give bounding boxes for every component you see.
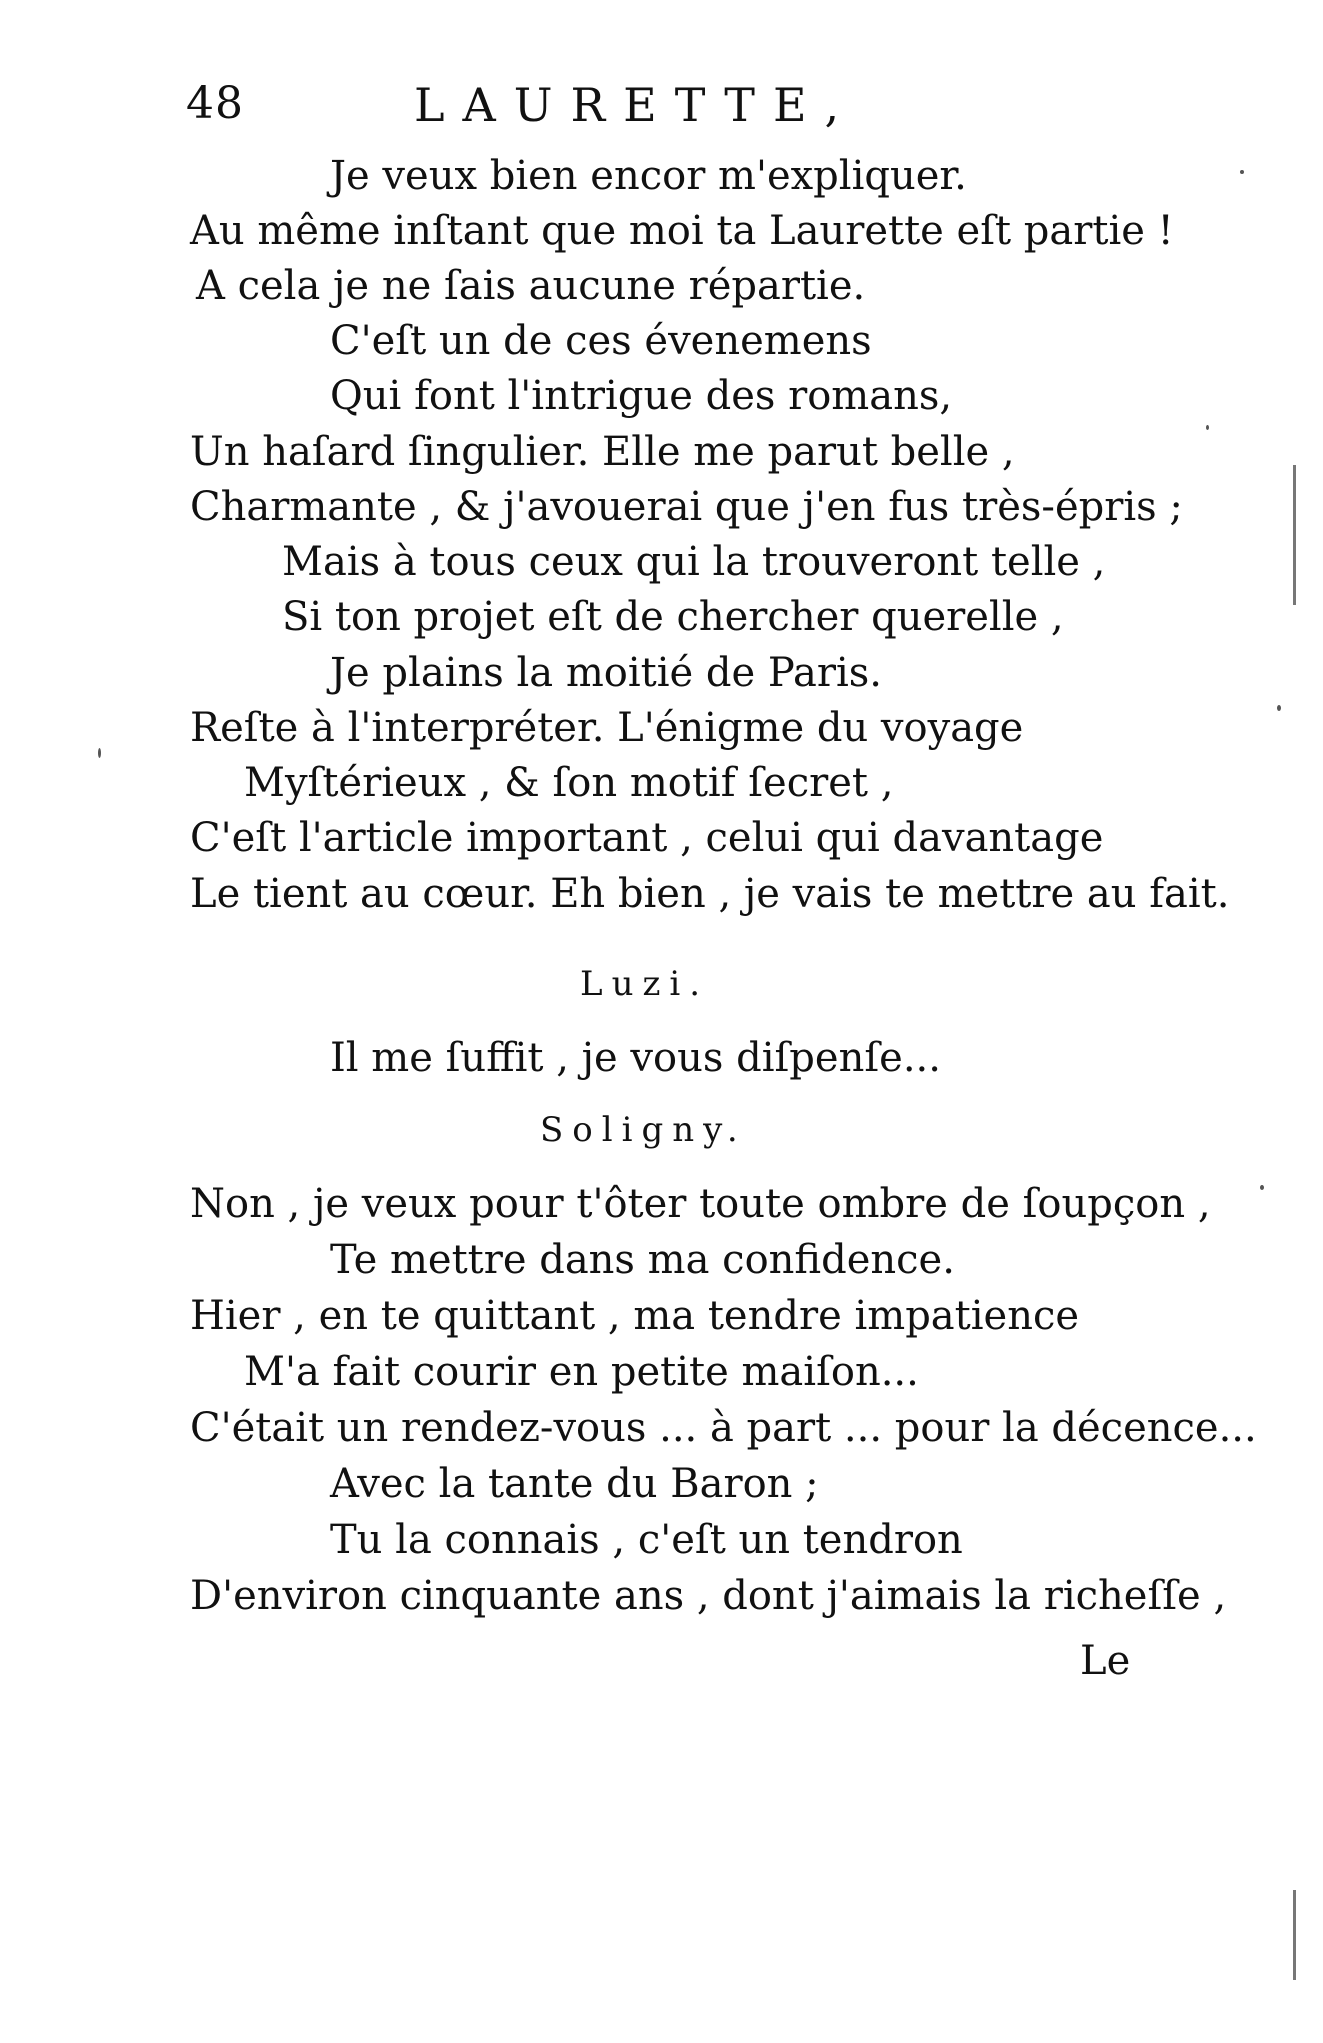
scan-speck <box>1277 705 1281 711</box>
verse-line: Te mettre dans ma confidence. <box>330 1237 955 1283</box>
page-edge-mark <box>1293 465 1296 605</box>
verse-line: C'eſt l'article important , celui qui davantage <box>190 815 1104 861</box>
verse-line: Hier , en te quittant , ma tendre impatience <box>190 1293 1080 1339</box>
scan-speck <box>1240 170 1244 174</box>
speaker-name: Luzi. <box>580 964 710 1004</box>
verse-line: Tu la connais , c'eſt un tendron <box>330 1517 963 1563</box>
verse-line: Si ton projet eſt de chercher querelle , <box>282 594 1064 640</box>
verse-line: Avec la tante du Baron ; <box>330 1461 819 1507</box>
verse-line: C'était un rendez-vous ... à part ... pour la décence... <box>190 1405 1257 1451</box>
verse-line: Mais à tous ceux qui la trouveront telle , <box>282 539 1106 585</box>
verse-line: Myſtérieux , & ſon motif ſecret , <box>244 760 894 806</box>
page-header <box>186 78 926 138</box>
verse-line: Au même inſtant que moi ta Laurette eſt partie ! <box>190 208 1174 254</box>
speaker-name: Soligny. <box>540 1110 747 1150</box>
verse-line: Un haſard ſingulier. Elle me parut belle , <box>190 429 1015 475</box>
page-edge-mark <box>1293 1890 1296 1980</box>
scan-speck <box>1206 425 1209 430</box>
verse-line: Je veux bien encor m'expliquer. <box>330 153 967 199</box>
running-title: LAURETTE, <box>414 78 858 132</box>
verse-line: Non , je veux pour t'ôter toute ombre de ſoupçon , <box>190 1181 1211 1227</box>
verse-line: Je plains la moitié de Paris. <box>330 650 882 696</box>
verse-line: Reſte à l'interpréter. L'énigme du voyage <box>190 705 1024 751</box>
verse-line: D'environ cinquante ans , dont j'aimais la richeſſe , <box>190 1573 1227 1619</box>
verse-line: M'a fait courir en petite maiſon... <box>244 1349 919 1395</box>
scan-speck <box>98 748 101 758</box>
verse-line: Le tient au cœur. Eh bien , je vais te mettre au fait. <box>190 871 1230 917</box>
verse-line: A cela je ne ſais aucune répartie. <box>196 263 866 309</box>
verse-line: C'eſt un de ces évenemens <box>330 318 872 364</box>
scan-speck <box>1260 1185 1264 1190</box>
verse-line: Il me ſuffit , je vous diſpenſe... <box>330 1035 941 1081</box>
verse-line: Qui font l'intrigue des romans, <box>330 373 953 419</box>
verse-line: Charmante , & j'avouerai que j'en fus très-épris ; <box>190 484 1183 530</box>
catchword: Le <box>1080 1638 1131 1684</box>
page-number: 48 <box>186 78 244 129</box>
